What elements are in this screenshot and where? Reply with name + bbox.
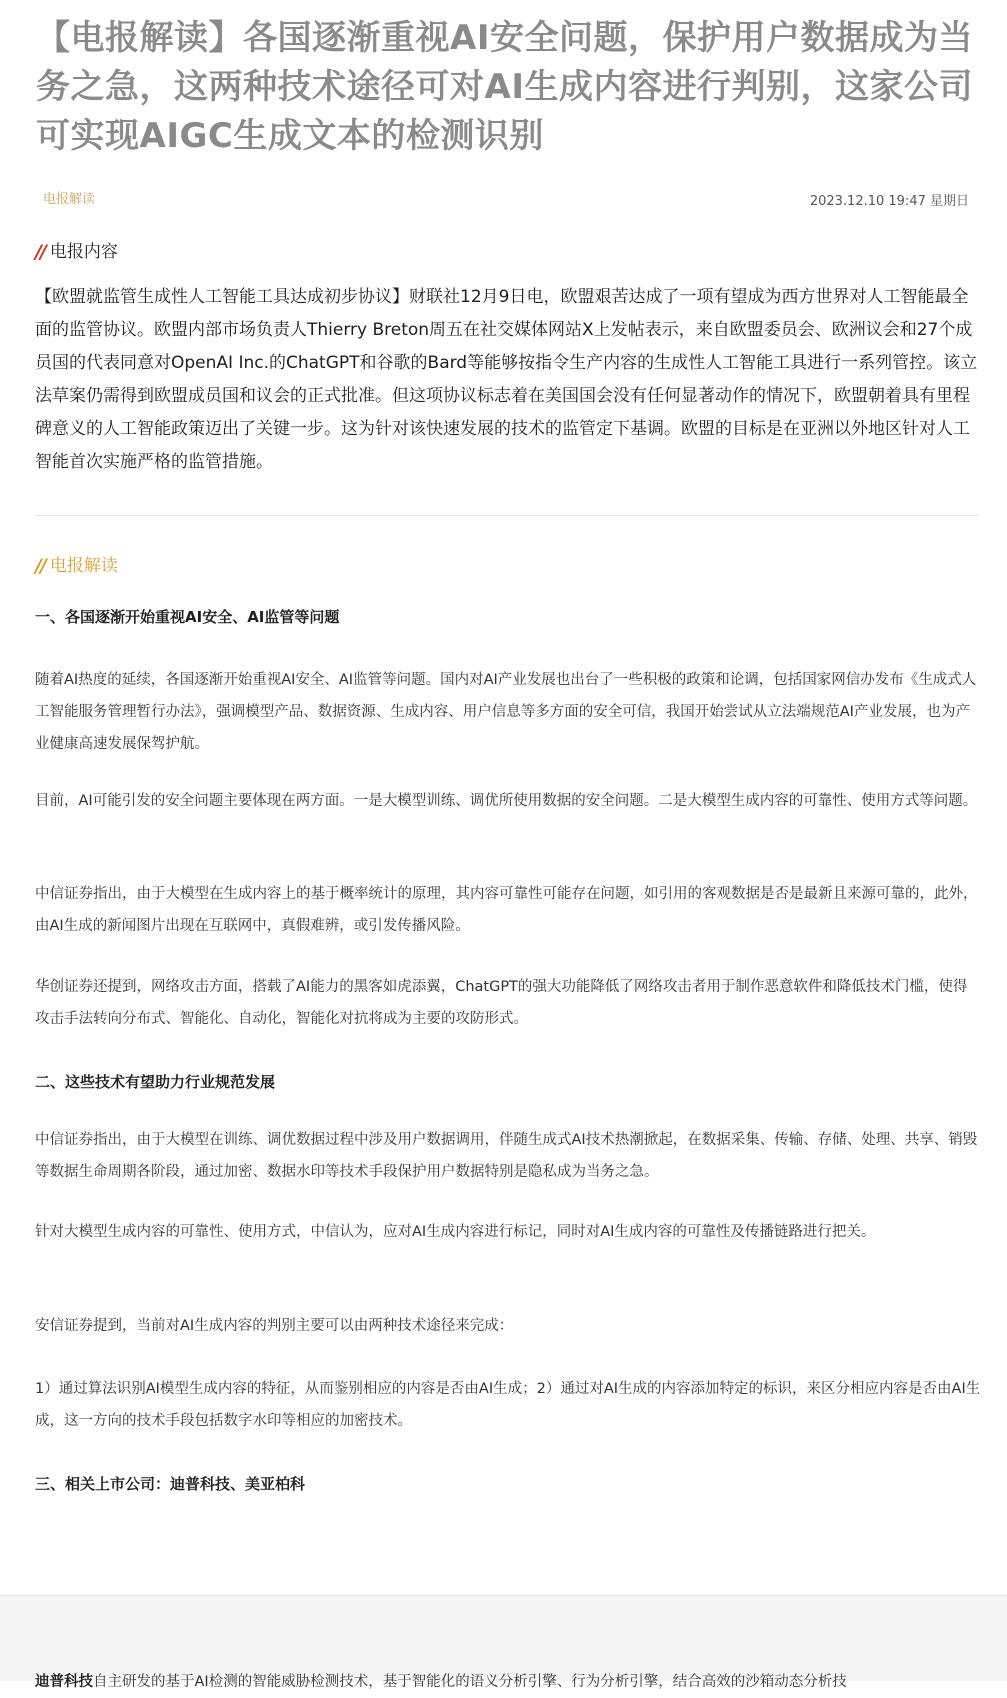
next-page-strip bbox=[0, 1595, 1007, 1690]
paragraph-8: 1）通过算法识别AI模型生成内容的特征，从而鉴别相应的内容是否由AI生成；2）通过对AI生成的内容添加特定的标识，来区分相应内容是否由AI生成，这一方向的技术手段包括数字水印等相应的加密技术。 bbox=[35, 1381, 981, 1429]
company-description: 自主研发的基于AI检测的智能威胁检测技术，基于智能化的语义分析引擎、行为分析引擎，结合高效的沙箱动态分析技 bbox=[93, 1674, 847, 1690]
section-divider bbox=[35, 515, 979, 516]
slash-marker-icon: // bbox=[35, 555, 45, 577]
subheading-1: 一、各国逐渐开始重视AI安全、AI监管等问题 bbox=[35, 608, 340, 626]
paragraph-7: 安信证券提到，当前对AI生成内容的判别主要可以由两种技术途径来完成： bbox=[35, 1318, 514, 1334]
paragraph-6: 针对大模型生成内容的可靠性、使用方式，中信认为，应对AI生成内容进行标记，同时对AI生成内容的可靠性及传播链路进行把关。 bbox=[35, 1224, 876, 1240]
section-heading-content bbox=[35, 240, 118, 264]
paragraph-2: 目前，AI可能引发的安全问题主要体现在两方面。一是大模型训练、调优所使用数据的安全问题。二是大模型生成内容的可靠性、使用方式等问题。 bbox=[35, 793, 978, 809]
subheading-3: 三、相关上市公司：迪普科技、美亚柏科 bbox=[35, 1475, 306, 1493]
subheading-2: 二、这些技术有望助力行业规范发展 bbox=[35, 1073, 276, 1091]
category-tag[interactable]: 电报解读 bbox=[43, 192, 96, 207]
paragraph-4: 华创证券还提到，网络攻击方面，搭载了AI能力的黑客如虎添翼，ChatGPT的强大功能降低了网络攻击者用于制作恶意软件和降低技术门槛，使得攻击手法转向分布式、智能化、自动化，智能化对抗将成为主要的攻防形式。 bbox=[35, 979, 968, 1027]
publish-datetime: 2023.12.10 19:47 星期日 bbox=[809, 194, 969, 209]
company-name: 迪普科技 bbox=[35, 1674, 93, 1690]
section-heading-label: 电报解读 bbox=[49, 556, 118, 576]
section-heading-analysis bbox=[35, 554, 118, 578]
article-title: 【电报解读】各国逐渐重视AI安全问题，保护用户数据成为当务之急，这两种技术途径可对AI生成内容进行判别，这家公司可实现AIGC生成文本的检测识别 bbox=[36, 18, 973, 156]
section-heading-label: 电报内容 bbox=[49, 242, 118, 262]
paragraph-1: 随着AI热度的延续，各国逐渐开始重视AI安全、AI监管等问题。国内对AI产业发展也出台了一些积极的政策和论调，包括国家网信办发布《生成式人工智能服务管理暂行办法》，强调模型产品、数据资源、生成内容、用户信息等多方面的安全可信，我国开始尝试从立法端规范AI产业发展，也为产业健康高速发展保驾护航。 bbox=[35, 672, 977, 752]
paragraph-3: 中信证券指出，由于大模型在生成内容上的基于概率统计的原理，其内容可靠性可能存在问题，如引用的客观数据是否是最新且来源可靠的，此外，由AI生成的新闻图片出现在互联网中，真假难辨，或引发传播风险。 bbox=[35, 886, 978, 934]
slash-marker-icon: // bbox=[35, 241, 45, 263]
telegram-content-text: 【欧盟就监管生成性人工智能工具达成初步协议】财联社12月9日电，欧盟艰苦达成了一项有望成为西方世界对人工智能最全面的监管协议。欧盟内部市场负责人Thierry Breton周五在社交媒体网站X上发帖表示，来自欧盟委员会、欧洲议会和27个成员国的代表同意对OpenAI Inc.的ChatGPT和谷歌的Bard等能够按指令生产内容的生成性人工智能工具进行一系列管控。该立法草案仍需得到欧盟成员国和议会的正式批准。但这项协议标志着在美国国会没有任何显著动作的情况下，欧盟朝着具有里程碑意义的人工智能政策迈出了关键一步。这为针对该快速发展的技术的监管定下基调。欧盟的目标是在亚洲以外地区针对人工智能首次实施严格的监管措施。 bbox=[35, 287, 978, 472]
truncated-paragraph bbox=[35, 1666, 981, 1698]
paragraph-5: 中信证券指出，由于大模型在训练、调优数据过程中涉及用户数据调用，伴随生成式AI技术热潮掀起，在数据采集、传输、存储、处理、共享、销毁等数据生命周期各阶段，通过加密、数据水印等技术手段保护用户数据特别是隐私成为当务之急。 bbox=[35, 1132, 978, 1180]
